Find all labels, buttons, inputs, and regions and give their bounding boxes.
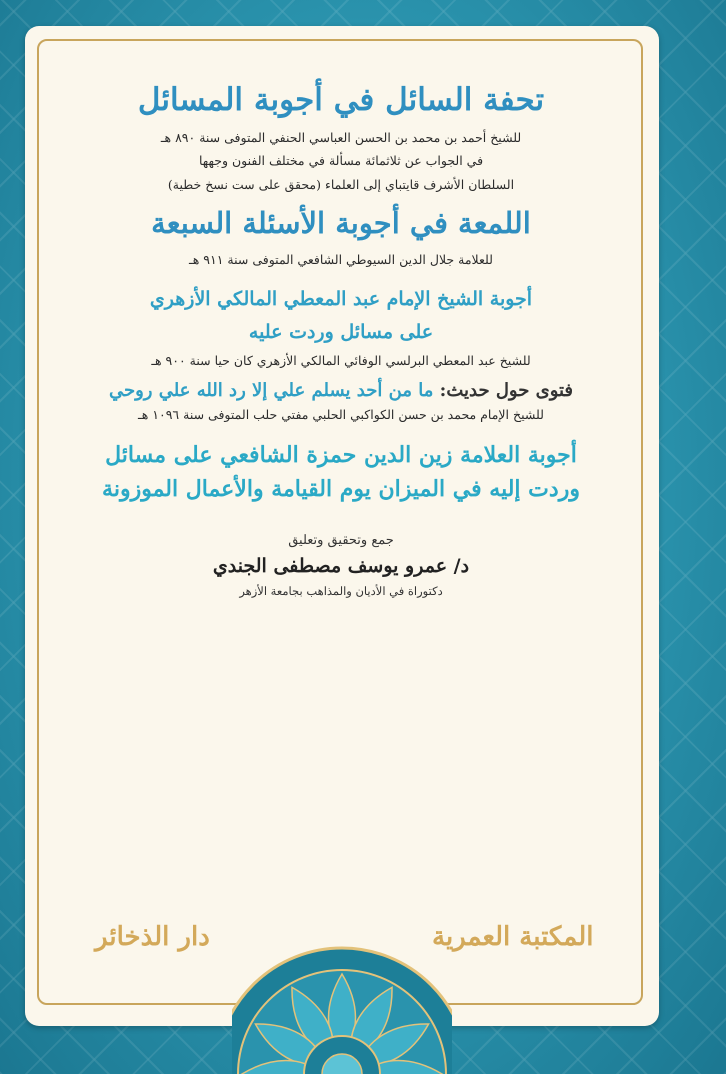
title-5-line-2: وردت إليه في الميزان يوم القيامة والأعمال الموزونة <box>102 476 580 503</box>
description-1: في الجواب عن ثلاثمائة مسألة في مختلف الفنون وجهها <box>198 153 484 169</box>
title-3-line-2: على مسائل وردت عليه <box>248 321 434 344</box>
title-5-line-1: أجوبة العلامة زين الدين حمزة الشافعي على مسائل <box>105 442 577 469</box>
author-4: للشيخ الإمام محمد بن حسن الكواكبي الحلبي مفتي حلب المتوفى سنة ١٠٩٦ هـ <box>138 406 544 422</box>
editor-intro: جمع وتحقيق وتعليق <box>288 532 394 548</box>
mandala-ornament <box>232 946 452 1074</box>
author-2: للعلامة جلال الدين السيوطي الشافعي المتوفى سنة ٩١١ هـ <box>189 252 493 268</box>
publisher-logo-left: دار الذخائر <box>95 922 210 952</box>
description-2: السلطان الأشرف قايتباي إلى العلماء (محقق على ست نسخ خطية) <box>167 176 515 192</box>
editor-role: دكتوراة في الأديان والمذاهب بجامعة الأزهر <box>239 583 443 598</box>
fatwa-prefix: فتوى حول حديث: <box>439 379 574 401</box>
fatwa-hadith: ما من أحد يسلم علي إلا رد الله علي روحي <box>108 379 434 401</box>
fatwa-title <box>55 380 627 401</box>
cover-content <box>55 70 627 600</box>
editor-name: د/ عمرو يوسف مصطفى الجندي <box>212 555 470 578</box>
editor-block <box>55 531 627 601</box>
author-1: للشيخ أحمد بن محمد بن الحسن العباسي الحنفي المتوفى سنة ٨٩٠ هـ <box>160 130 522 145</box>
title-2: اللمعة في أجوبة الأسئلة السبعة <box>151 206 531 241</box>
author-3: للشيخ عبد المعطي البرلسي الوفائي المالكي الأزهري كان حيا سنة ٩٠٠ هـ <box>151 352 531 368</box>
title-1: تحفة السائل في أجوبة المسائل <box>137 82 545 118</box>
title-3-line-1: أجوبة الشيخ الإمام عبد المعطي المالكي الأزهري <box>149 287 533 310</box>
publisher-logo-right: المكتبة العمرية <box>432 922 594 952</box>
